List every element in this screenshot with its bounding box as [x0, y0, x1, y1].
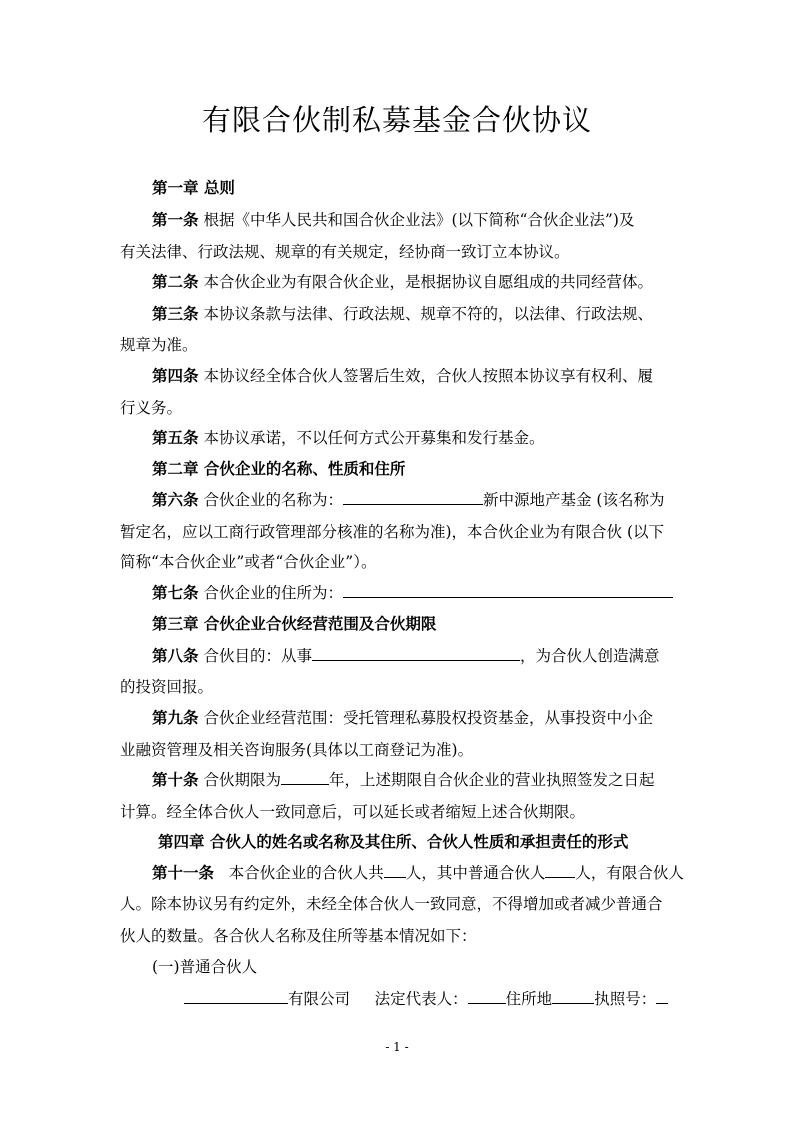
article-text: 合伙企业经营范围：受托管理私募股权投资基金，从事投资中小企 [203, 709, 653, 727]
article-label: 第九条 [152, 708, 199, 727]
article-6-line-2: 暂定名，应以工商行政管理部分核准的名称为准)，本合伙企业为有限合伙 (以下 [120, 523, 665, 541]
general-partner-count-blank[interactable] [545, 862, 575, 878]
document-title: 有限合伙制私募基金合伙协议 [201, 103, 592, 137]
article-text: 人，有限合伙人 [575, 864, 684, 882]
chapter-label: 第一章 [152, 178, 199, 197]
article-label: 第四条 [152, 366, 199, 385]
article-text: 合伙企业的住所为： [203, 584, 343, 602]
article-text: 合伙期限为 [203, 771, 281, 789]
article-2 [152, 270, 676, 292]
article-text: ，为合伙人创造满意 [519, 647, 660, 665]
article-9-line-1 [152, 706, 676, 728]
article-10-line-1 [152, 768, 676, 790]
chapter-name: 合伙企业的名称、性质和住所 [203, 459, 406, 478]
article-1-line-1 [152, 208, 676, 230]
article-text: 本合伙企业为有限合伙企业，是根据协议自愿组成的共同经营体。 [203, 273, 653, 291]
chapter-label: 第二章 [152, 459, 199, 478]
general-partner-heading: (一)普通合伙人 [152, 958, 258, 976]
chapter-3-heading [152, 612, 676, 634]
chapter-label: 第三章 [152, 614, 199, 633]
fund-name-blank[interactable] [343, 489, 483, 505]
chapter-label: 第四章 [158, 832, 205, 851]
chapter-name: 总则 [203, 178, 235, 197]
article-label: 第三条 [152, 304, 199, 323]
company-label: 有限公司 [288, 990, 351, 1008]
article-text: 新中源地产基金 (该名称为 [482, 491, 665, 509]
article-11-line-1 [152, 861, 684, 883]
article-7 [152, 581, 676, 603]
license-blank[interactable] [656, 988, 668, 1004]
article-8-line-2: 的投资回报。 [120, 678, 214, 696]
license-label: 执照号： [594, 990, 657, 1008]
article-3-line-1 [152, 302, 676, 324]
article-6-line-1 [152, 488, 676, 510]
article-label: 第六条 [152, 490, 199, 509]
partner-count-blank[interactable] [384, 862, 406, 878]
article-label: 第七条 [152, 583, 199, 602]
article-label: 第十一条 [152, 863, 215, 882]
article-text: 本协议经全体合伙人签署后生效，合伙人按照本协议享有权利、履 [203, 367, 653, 385]
article-label: 第一条 [152, 210, 199, 229]
chapter-name: 合伙人的姓名或名称及其住所、合伙人性质和承担责任的形式 [209, 832, 629, 851]
article-6-line-3: 简称“本合伙企业”或者“合伙企业”）。 [120, 553, 377, 571]
general-partner-row [184, 987, 676, 1009]
article-8-line-1 [152, 644, 676, 666]
article-11-line-3: 伙人的数量。各合伙人名称及住所等基本情况如下： [120, 927, 477, 945]
article-text: 本协议条款与法律、行政法规、规章不符的，以法律、行政法规、 [203, 305, 653, 323]
article-4-line-2: 行义务。 [120, 399, 183, 417]
chapter-4-heading [158, 830, 678, 852]
article-text: 年，上述期限自合伙企业的营业执照签发之日起 [328, 771, 655, 789]
article-label: 第五条 [152, 428, 199, 447]
company-name-blank[interactable] [184, 988, 288, 1004]
article-text: 根据《中华人民共和国合伙企业法》(以下简称“合伙企业法”)及 [203, 211, 635, 229]
addr-blank[interactable] [552, 988, 594, 1004]
article-label: 第二条 [152, 272, 199, 291]
term-years-blank[interactable] [281, 769, 329, 785]
article-text: 合伙企业的名称为： [203, 491, 343, 509]
article-text: 合伙目的：从事 [203, 647, 312, 665]
purpose-blank[interactable] [312, 645, 520, 661]
chapter-2-heading [152, 457, 676, 479]
article-label: 第八条 [152, 646, 199, 665]
addr-label: 住所地 [505, 990, 553, 1008]
article-9-line-2: 业融资管理及相关咨询服务(具体以工商登记为准)。 [120, 741, 474, 759]
article-4-line-1 [152, 364, 676, 386]
article-text: 人，其中普通合伙人 [405, 864, 546, 882]
chapter-name: 合伙企业合伙经营范围及合伙期限 [203, 614, 437, 633]
page-number: - 1 - [385, 1040, 409, 1054]
rep-label: 法定代表人： [374, 990, 468, 1008]
address-blank[interactable] [343, 582, 673, 598]
article-1-line-2: 有关法律、行政法规、规章的有关规定，经协商一致订立本协议。 [120, 243, 570, 261]
rep-blank[interactable] [468, 988, 506, 1004]
article-text: 本协议承诺，不以任何方式公开募集和发行基金。 [203, 429, 545, 447]
article-11-line-2: 人。除本协议另有约定外，未经全体合伙人一致同意，不得增加或者减少普通合 [120, 895, 663, 913]
chapter-1-heading [152, 176, 676, 198]
article-3-line-2: 规章为准。 [120, 336, 198, 354]
article-5 [152, 426, 676, 448]
article-label: 第十条 [152, 770, 199, 789]
article-text: 本合伙企业的合伙人共 [228, 864, 384, 882]
article-10-line-2: 计算。经全体合伙人一致同意后，可以延长或者缩短上述合伙期限。 [120, 803, 586, 821]
